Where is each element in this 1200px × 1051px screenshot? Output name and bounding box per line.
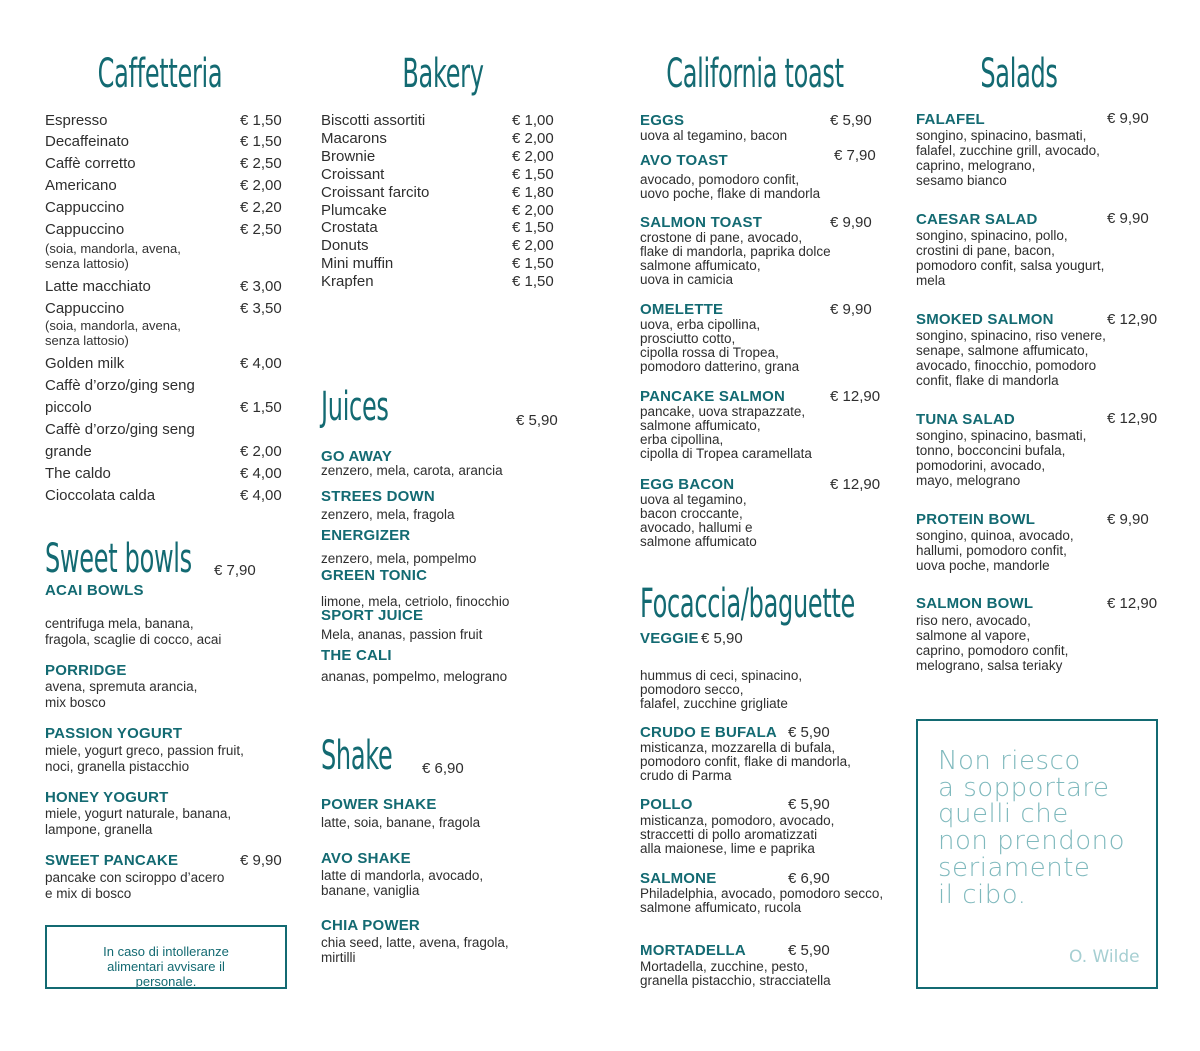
- menu-item-description: songino, spinacino, riso venere,: [916, 328, 1106, 343]
- menu-item-description: songino, spinacino, basmati,: [916, 428, 1087, 443]
- menu-item-description: falafel, zucchine grigliate: [640, 696, 788, 711]
- menu-item-description: riso nero, avocado,: [916, 613, 1031, 628]
- section-title: Juices: [321, 384, 389, 430]
- menu-item-name: Plumcake: [321, 202, 387, 219]
- menu-item-description: misticanza, pomodoro, avocado,: [640, 813, 835, 828]
- menu-item-price: € 2,00: [512, 148, 554, 165]
- menu-item-name: POWER SHAKE: [321, 796, 437, 813]
- menu-item-price: € 5,90: [788, 724, 830, 741]
- menu-item-name: Mini muffin: [321, 255, 394, 272]
- menu-item-name: CRUDO E BUFALA: [640, 724, 777, 741]
- menu-item-description: latte, soia, banane, fragola: [321, 815, 481, 830]
- menu-item-description: lampone, granella: [45, 821, 153, 837]
- menu-item-name: Cappuccino: [45, 221, 125, 238]
- menu-item-name: OMELETTE: [640, 301, 724, 318]
- menu-item-description: mayo, melograno: [916, 473, 1021, 488]
- menu-item-price: € 5,90: [701, 630, 743, 647]
- quote-line: quelli che: [938, 799, 1069, 830]
- menu-item-description: cipolla rossa di Tropea,: [640, 345, 779, 360]
- menu-item-name: EGGS: [640, 112, 685, 129]
- menu-item-name: CHIA POWER: [321, 917, 420, 934]
- menu-item-description: salmone affumicato, rucola: [640, 900, 802, 915]
- menu-item-name: Croissant: [321, 166, 385, 183]
- menu-item-price: € 2,00: [240, 177, 282, 194]
- menu-item-description: uova in camicia: [640, 272, 734, 287]
- menu-item-price: € 12,90: [830, 476, 881, 493]
- section-title: Bakery: [402, 51, 484, 97]
- menu-item-description: mix bosco: [45, 694, 106, 710]
- menu-item-description: ananas, pompelmo, melograno: [321, 669, 508, 684]
- menu-item-description: caprino, pomodoro confit,: [916, 643, 1069, 658]
- menu-item-price: € 1,50: [512, 273, 554, 290]
- menu-item-description: bacon croccante,: [640, 506, 743, 521]
- menu-item-description: Philadelphia, avocado, pomodoro secco,: [640, 886, 884, 901]
- menu-item-note: senza lattosio): [45, 333, 129, 348]
- menu-item-name: SWEET PANCAKE: [45, 852, 179, 869]
- menu-item-price: € 9,90: [830, 214, 872, 231]
- menu-item-name: GREEN TONIC: [321, 567, 428, 584]
- menu-item-price: € 1,50: [240, 399, 282, 416]
- menu-item-name: POLLO: [640, 796, 693, 813]
- menu-item-name: ACAI BOWLS: [45, 582, 144, 599]
- menu-item-price: € 2,00: [512, 237, 554, 254]
- menu-item-description: granella pistacchio, stracciatella: [640, 973, 831, 988]
- menu-item-price: € 3,50: [240, 300, 282, 317]
- menu-item-name: Caffè corretto: [45, 155, 136, 172]
- menu-item-description: salmone affumicato: [640, 534, 757, 549]
- menu-item-description: avocado, finocchio, pomodoro: [916, 358, 1097, 373]
- menu-item-price: € 1,00: [512, 112, 554, 129]
- menu-item-name: TUNA SALAD: [916, 411, 1015, 428]
- menu-item-description: uovo poche, flake di mandorla: [640, 186, 821, 201]
- quote-line: seriamente: [938, 852, 1091, 883]
- menu-item-description: straccetti di pollo aromatizzati: [640, 827, 818, 842]
- menu-item-name: SPORT JUICE: [321, 607, 424, 624]
- section-price: € 5,90: [516, 412, 558, 429]
- allergy-notice-box: [45, 925, 287, 989]
- menu-item-description: uova poche, mandorle: [916, 558, 1050, 573]
- menu-item-price: € 12,90: [1107, 311, 1158, 328]
- menu-item-price: € 7,90: [834, 147, 876, 164]
- menu-item-name: SMOKED SALMON: [916, 311, 1054, 328]
- menu-item-name: ENERGIZER: [321, 527, 411, 544]
- menu-item-name: grande: [45, 443, 92, 460]
- quote-line: a sopportare: [938, 772, 1110, 803]
- menu-item-price: € 2,20: [240, 199, 282, 216]
- menu-item-description: pomodoro confit, flake di mandorla,: [640, 754, 851, 769]
- menu-item-price: € 2,50: [240, 221, 282, 238]
- menu-item-description: pancake, uova strapazzate,: [640, 404, 806, 419]
- menu-item-description: caprino, melograno,: [916, 158, 1036, 173]
- menu-item-description: erba cipollina,: [640, 432, 724, 447]
- quote-line: il cibo.: [938, 879, 1027, 910]
- menu-item-name: PORRIDGE: [45, 662, 127, 679]
- menu-item-price: € 5,90: [830, 112, 872, 129]
- menu-item-description: songino, spinacino, basmati,: [916, 128, 1087, 143]
- menu-item-description: miele, yogurt greco, passion fruit,: [45, 743, 244, 758]
- menu-item-description: fragola, scaglie di cocco, acai: [45, 631, 222, 647]
- menu-item-name: Golden milk: [45, 355, 125, 372]
- menu-item-note: senza lattosio): [45, 256, 129, 271]
- menu-item-description: misticanza, mozzarella di bufala,: [640, 740, 836, 755]
- menu-item-description: falafel, zucchine grill, avocado,: [916, 143, 1100, 158]
- menu-item-price: € 9,90: [1107, 210, 1149, 227]
- menu-item-price: € 12,90: [1107, 595, 1158, 612]
- menu-item-description: confit, flake di mandorla: [916, 373, 1059, 388]
- menu-item-name: CAESAR SALAD: [916, 211, 1038, 228]
- menu-item-name: THE CALI: [321, 647, 392, 664]
- section-title: Sweet bowls: [45, 536, 192, 582]
- menu-item-description: Mortadella, zucchine, pesto,: [640, 959, 809, 974]
- menu-item-name: Americano: [45, 177, 117, 194]
- menu-item-price: € 5,90: [788, 942, 830, 959]
- menu-item-description: salmone affumicato,: [640, 258, 761, 273]
- menu-item-description: crostone di pane, avocado,: [640, 230, 803, 245]
- menu-item-price: € 1,50: [240, 133, 282, 150]
- menu-item-name: Cappuccino: [45, 300, 125, 317]
- menu-item-description: chia seed, latte, avena, fragola,: [321, 935, 509, 950]
- menu-item-description: mela: [916, 273, 946, 288]
- menu-item-name: SALMON TOAST: [640, 214, 763, 231]
- menu-item-description: flake di mandorla, paprika dolce: [640, 244, 831, 259]
- menu-item-name: AVO TOAST: [640, 152, 728, 169]
- quote-author: O. Wilde: [1069, 947, 1140, 967]
- menu-item-name: piccolo: [45, 399, 92, 416]
- menu-item-price: € 2,00: [240, 443, 282, 460]
- menu-item-name: Brownie: [321, 148, 376, 165]
- menu-item-description: melograno, salsa teriaky: [916, 658, 1063, 673]
- menu-item-description: songino, spinacino, pollo,: [916, 228, 1068, 243]
- menu-item-description: songino, quinoa, avocado,: [916, 528, 1074, 543]
- menu-item-price: € 9,90: [830, 301, 872, 318]
- menu-item-description: crudo di Parma: [640, 768, 732, 783]
- menu-item-price: € 1,50: [240, 112, 282, 129]
- menu-item-description: e mix di bosco: [45, 885, 132, 901]
- menu-item-description: salmone al vapore,: [916, 628, 1031, 643]
- section-title: Focaccia/baguette: [640, 581, 856, 627]
- menu-item-description: pomodoro confit, salsa yougurt,: [916, 258, 1105, 273]
- menu-item-name: SALMON BOWL: [916, 595, 1034, 612]
- menu-item-description: avocado, pomodoro confit,: [640, 172, 800, 187]
- menu-item-price: € 2,00: [512, 130, 554, 147]
- menu-item-price: € 1,50: [512, 255, 554, 272]
- menu-item-price: € 2,00: [512, 202, 554, 219]
- menu-item-description: banane, vaniglia: [321, 883, 420, 898]
- menu-item-price: € 5,90: [788, 796, 830, 813]
- menu-item-price: € 9,90: [1107, 511, 1149, 528]
- menu-item-description: senape, salmone affumicato,: [916, 343, 1089, 358]
- section-title: Caffetteria: [97, 51, 223, 97]
- menu-item-description: centrifuga mela, banana,: [45, 616, 194, 631]
- menu-item-name: Krapfen: [321, 273, 374, 290]
- menu-item-description: pomodoro secco,: [640, 682, 744, 697]
- section-title: Salads: [980, 51, 1058, 97]
- menu-item-description: limone, mela, cetriolo, finocchio: [321, 594, 510, 609]
- menu-item-price: € 3,00: [240, 278, 282, 295]
- section-price: € 6,90: [422, 760, 464, 777]
- menu-item-description: uova, erba cipollina,: [640, 317, 761, 332]
- menu-item-description: uova al tegamino,: [640, 492, 747, 507]
- menu-item-name: Biscotti assortiti: [321, 112, 426, 129]
- menu-item-name: Latte macchiato: [45, 278, 151, 295]
- menu-item-description: crostini di pane, bacon,: [916, 243, 1055, 258]
- menu-item-description: tonno, bocconcini bufala,: [916, 443, 1066, 458]
- menu-item-name: Espresso: [45, 112, 108, 129]
- menu-item-name: VEGGIE: [640, 630, 699, 647]
- menu-item-name: Cioccolata calda: [45, 487, 156, 504]
- menu-item-description: pomodoro datterino, grana: [640, 359, 800, 374]
- menu-item-price: € 1,50: [512, 219, 554, 236]
- menu-item-price: € 6,90: [788, 870, 830, 887]
- menu-item-description: Mela, ananas, passion fruit: [321, 627, 483, 642]
- menu-item-price: € 9,90: [240, 852, 282, 869]
- section-title: Shake: [321, 733, 393, 779]
- section-title: California toast: [666, 51, 844, 97]
- menu-item-name: Cappuccino: [45, 199, 125, 216]
- menu-item-name: PANCAKE SALMON: [640, 388, 786, 405]
- menu-item-name: HONEY YOGURT: [45, 789, 169, 806]
- menu-item-description: alla maionese, lime e paprika: [640, 841, 815, 856]
- menu-item-name: Donuts: [321, 237, 369, 254]
- menu-item-description: avena, spremuta arancia,: [45, 679, 198, 694]
- menu-item-description: hummus di ceci, spinacino,: [640, 668, 803, 683]
- menu-item-name: EGG BACON: [640, 476, 735, 493]
- menu-item-description: avocado, hallumi e: [640, 520, 753, 535]
- menu-item-name: GO AWAY: [321, 448, 393, 465]
- menu-item-description: cipolla di Tropea caramellata: [640, 446, 812, 461]
- menu-item-price: € 2,50: [240, 155, 282, 172]
- menu-item-price: € 12,90: [830, 388, 881, 405]
- quote-line: non prendono: [938, 826, 1126, 857]
- menu-item-price: € 12,90: [1107, 410, 1158, 427]
- menu-item-price: € 4,00: [240, 487, 282, 504]
- menu-item-price: € 1,80: [512, 184, 554, 201]
- menu-item-price: € 1,50: [512, 166, 554, 183]
- menu-item-description: zenzero, mela, carota, arancia: [321, 463, 503, 478]
- menu-item-description: pancake con sciroppo d’acero: [45, 870, 225, 885]
- menu-item-note: (soia, mandorla, avena,: [45, 241, 181, 256]
- quote-line: Non riesco: [938, 746, 1081, 776]
- menu-item-name: Caffè d’orzo/ging seng: [45, 377, 195, 394]
- allergy-notice-text: In caso di intolleranze alimentari avvisare il personale.: [103, 944, 229, 989]
- menu-item-note: (soia, mandorla, avena,: [45, 318, 181, 333]
- menu-item-name: Decaffeinato: [45, 133, 129, 150]
- menu-item-description: zenzero, mela, fragola: [321, 507, 455, 522]
- menu-item-description: prosciutto cotto,: [640, 331, 736, 346]
- menu-item-name: FALAFEL: [916, 111, 985, 128]
- menu-item-description: miele, yogurt naturale, banana,: [45, 806, 232, 821]
- menu-item-description: zenzero, mela, pompelmo: [321, 551, 477, 566]
- menu-item-description: salmone affumicato,: [640, 418, 761, 433]
- menu-item-name: Crostata: [321, 219, 378, 236]
- menu-item-price: € 4,00: [240, 355, 282, 372]
- menu-item-description: uova al tegamino, bacon: [640, 128, 788, 143]
- section-price: € 7,90: [214, 562, 256, 579]
- menu-item-name: Caffè d’orzo/ging seng: [45, 421, 195, 438]
- menu-item-name: Croissant farcito: [321, 184, 430, 201]
- menu-item-name: AVO SHAKE: [321, 850, 411, 867]
- menu-item-description: latte di mandorla, avocado,: [321, 868, 484, 883]
- menu-item-name: The caldo: [45, 465, 111, 482]
- menu-item-name: SALMONE: [640, 870, 717, 887]
- menu-item-description: hallumi, pomodoro confit,: [916, 543, 1067, 558]
- menu-item-description: mirtilli: [321, 950, 356, 965]
- menu-item-name: Macarons: [321, 130, 387, 147]
- menu-item-price: € 9,90: [1107, 110, 1149, 127]
- menu-item-name: STREES DOWN: [321, 488, 435, 505]
- menu-item-price: € 4,00: [240, 465, 282, 482]
- menu-item-name: MORTADELLA: [640, 942, 746, 959]
- menu-item-name: PROTEIN BOWL: [916, 511, 1036, 528]
- menu-item-name: PASSION YOGURT: [45, 725, 183, 742]
- menu-item-description: pomodorini, avocado,: [916, 458, 1046, 473]
- menu-item-description: noci, granella pistacchio: [45, 758, 190, 774]
- menu-item-description: sesamo bianco: [916, 173, 1007, 188]
